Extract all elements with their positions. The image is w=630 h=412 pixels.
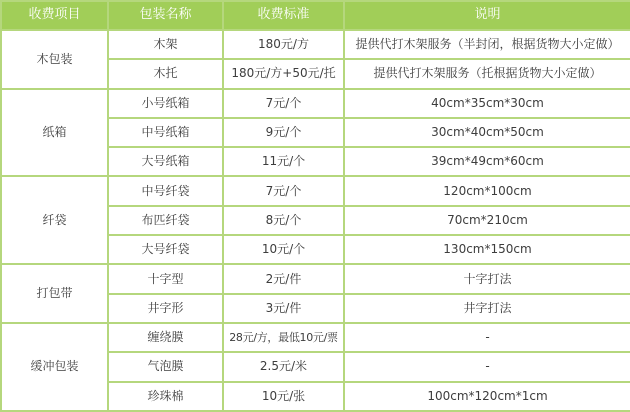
group-cell-carton: 纸箱 bbox=[1, 89, 108, 177]
cell-fee-standard: 3元/件 bbox=[223, 294, 344, 323]
cell-description: 提供代打木架服务（半封闭，根据货物大小定做） bbox=[344, 30, 630, 59]
cell-fee-standard: 180元/方 bbox=[223, 30, 344, 59]
cell-package-name: 中号纸箱 bbox=[108, 118, 223, 147]
cell-fee-standard: 7元/个 bbox=[223, 176, 344, 205]
cell-fee-standard: 2元/件 bbox=[223, 264, 344, 293]
group-cell-fiber-bag: 纤袋 bbox=[1, 176, 108, 264]
cell-package-name: 木托 bbox=[108, 59, 223, 88]
group-cell-cushion-packaging: 缓冲包装 bbox=[1, 323, 108, 411]
cell-package-name: 小号纸箱 bbox=[108, 89, 223, 118]
cell-package-name: 大号纤袋 bbox=[108, 235, 223, 264]
group-cell-wood-packaging: 木包装 bbox=[1, 30, 108, 89]
cell-description: 120cm*100cm bbox=[344, 176, 630, 205]
cell-description: 十字打法 bbox=[344, 264, 630, 293]
cell-fee-standard: 7元/个 bbox=[223, 89, 344, 118]
table-row bbox=[1, 264, 630, 293]
cell-fee-standard: 11元/个 bbox=[223, 147, 344, 176]
cell-fee-standard: 9元/个 bbox=[223, 118, 344, 147]
cell-description: 39cm*49cm*60cm bbox=[344, 147, 630, 176]
cell-fee-standard: 28元/方，最低10元/票 bbox=[223, 323, 344, 352]
cell-description: - bbox=[344, 323, 630, 352]
column-header-package-name: 包装名称 bbox=[108, 1, 223, 30]
cell-description: 40cm*35cm*30cm bbox=[344, 89, 630, 118]
cell-description: 100cm*120cm*1cm bbox=[344, 382, 630, 411]
cell-fee-standard: 10元/张 bbox=[223, 382, 344, 411]
cell-description: - bbox=[344, 352, 630, 381]
cell-description: 30cm*40cm*50cm bbox=[344, 118, 630, 147]
table-row bbox=[1, 176, 630, 205]
cell-description: 提供代打木架服务（托根据货物大小定做） bbox=[344, 59, 630, 88]
column-header-description: 说明 bbox=[344, 1, 630, 30]
group-cell-packing-strap: 打包带 bbox=[1, 264, 108, 323]
cell-description: 70cm*210cm bbox=[344, 206, 630, 235]
cell-description: 130cm*150cm bbox=[344, 235, 630, 264]
table-row bbox=[1, 323, 630, 352]
table-row bbox=[1, 30, 630, 59]
column-header-fee-standard: 收费标准 bbox=[223, 1, 344, 30]
cell-package-name: 布匹纤袋 bbox=[108, 206, 223, 235]
cell-package-name: 缠绕膜 bbox=[108, 323, 223, 352]
cell-package-name: 气泡膜 bbox=[108, 352, 223, 381]
cell-description: 井字打法 bbox=[344, 294, 630, 323]
table-header-row bbox=[1, 1, 630, 30]
cell-fee-standard: 8元/个 bbox=[223, 206, 344, 235]
cell-package-name: 十字型 bbox=[108, 264, 223, 293]
cell-package-name: 大号纸箱 bbox=[108, 147, 223, 176]
cell-fee-standard: 10元/个 bbox=[223, 235, 344, 264]
cell-fee-standard: 180元/方+50元/托 bbox=[223, 59, 344, 88]
cell-package-name: 中号纤袋 bbox=[108, 176, 223, 205]
cell-package-name: 木架 bbox=[108, 30, 223, 59]
table-row bbox=[1, 89, 630, 118]
column-header-fee-item: 收费项目 bbox=[1, 1, 108, 30]
cell-package-name: 井字形 bbox=[108, 294, 223, 323]
cell-fee-standard: 2.5元/米 bbox=[223, 352, 344, 381]
cell-package-name: 珍珠棉 bbox=[108, 382, 223, 411]
